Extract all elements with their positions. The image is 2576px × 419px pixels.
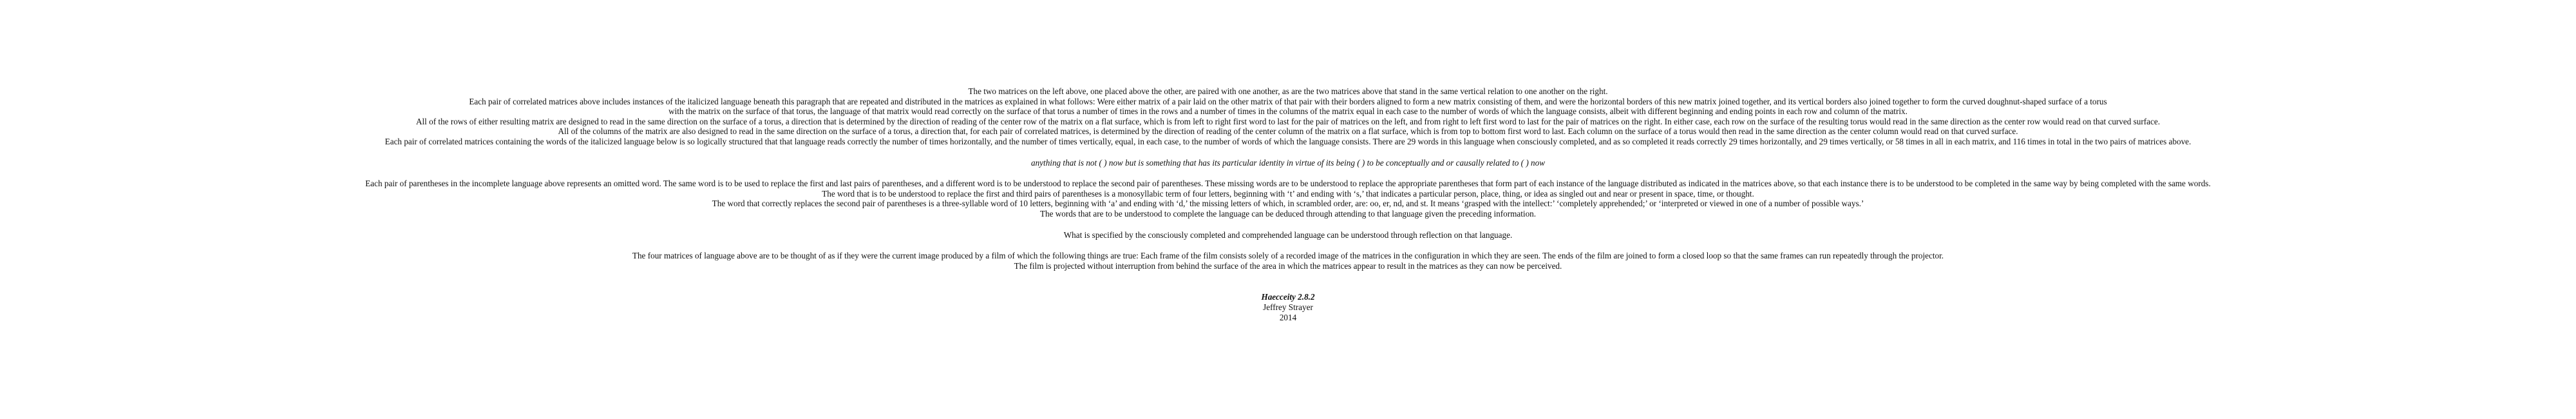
italicized-language: anything that is not ( ) now but is something that has its particular identity in virtue of its being ( ) to be conceptually and or causally related to ( ) now [1030,157,1545,168]
text-line: All of the rows of either resulting matrix are designed to read in the same direction on the surface of a torus, a direction that is determined by the direction of reading of the center row of the matrix on a flat surface, which is from left to right first word to last for the pair of matrices on the left, and from right to left first word to last for the pair of matrices on the right. In either case, each row on the surface of the resulting torus would read in the same direction as the center row would read on that curved surface. [415,116,2161,126]
paragraph-matrices-explanation [0,86,2576,147]
text-line: Each pair of parentheses in the incomplete language above represents an omitted word. The same word is to be used to replace the first and last pairs of parentheses, and a different word is to be understood to replace the second pair of parentheses. These missing words are to be understood to replace the appropriate parentheses that form part of each instance of the language distributed as indicated in the matrices above, so that each instance there is to be understood to be completed in the same way by being completed with the same words. [365,179,2211,189]
text-line: The four matrices of language above are to be thought of as if they were the current image produced by a film of which the following things are true: Each frame of the film consists solely of a recorded image of the matrices in the configuration in which they are seen. The ends of the film are joined to form a closed loop so that the same frames can run repeatedly through the projector. [632,251,1944,261]
text-line: Each pair of correlated matrices above includes instances of the italicized language beneath this paragraph that are repeated and distributed in the matrices as explained in what follows: Were either matrix of a pair laid on the other matrix of that pair with their borders aligned to form a new matrix consisting of them, and were the horizontal borders of this new matrix joined together, and its vertical borders also joined together to form the curved doughnut-shaped surface of a torus [469,96,2107,106]
text-line: Each pair of correlated matrices containing the words of the italicized language below is so logically structured that that language reads correctly the number of times horizontally, and the number of times vertically, equal, in each case, to the number of words of which the language consists. There are 29 words in this language when consciously completed, and as so completed it reads correctly 29 times horizontally, and 29 times vertically, or 58 times in all in each matrix, and 116 times in total in the two pairs of matrices above. [384,136,2192,146]
text-line: with the matrix on the surface of that torus, the language of that matrix would read correctly on the surface of that torus a number of times in the rows and a number of times in the columns of the matrix equal in each case to the number of words of which the language consists, albeit with different beginning and ending points in each row and column of the matrix. [668,106,1908,117]
text-line: The word that is to be understood to replace the first and third pairs of parentheses is a monosyllabic term of four letters, beginning with ‘t’ and ending with ‘s,’ that indicates a particular person, place, thing, or idea as singled out and near or present in space, time, or thought. [822,188,1754,199]
signature-block [0,292,2576,322]
text-line: The words that are to be understood to complete the language can be deduced through attending to that language given the preceding information. [1039,208,1537,219]
author-name: Jeffrey Strayer [1263,302,1313,312]
text-line: All of the columns of the matrix are also designed to read in the same direction on the surface of a torus, a direction that, for each pair of correlated matrices, is determined by the direction of reading of the center column of the matrix on a flat surface, which is from top to bottom first word to last. Each column on the surface of a torus would then read in the same direction as the center column would read on that curved surface. [558,126,2018,137]
work-title: Haecceity 2.8.2 [1261,292,1315,302]
paragraph-reflection: What is specified by the consciously completed and comprehended language can be understood through reflection on that language. [1063,229,1513,240]
text-line: The two matrices on the left above, one placed above the other, are paired with one another, as are the two matrices above that stand in the same vertical relation to one another on the right. [968,86,1608,96]
year: 2014 [1279,312,1297,322]
text-line: The film is projected without interruption from behind the surface of the area in which the matrices appear to result in the matrices as they can now be perceived. [1014,260,1562,271]
paragraph-film [0,251,2576,271]
paragraph-missing-words [0,179,2576,219]
text-line: The word that correctly replaces the second pair of parentheses is a three-syllable word of 10 letters, beginning with ‘a’ and ending with ‘d,’ the missing letters of which, in scrambled order, are: oo, er, nd, and st. It means ‘grasped with the intellect:’ ‘completely apprehended;’ or ‘interpreted or viewed in one of a number of possible ways.’ [712,199,1864,209]
